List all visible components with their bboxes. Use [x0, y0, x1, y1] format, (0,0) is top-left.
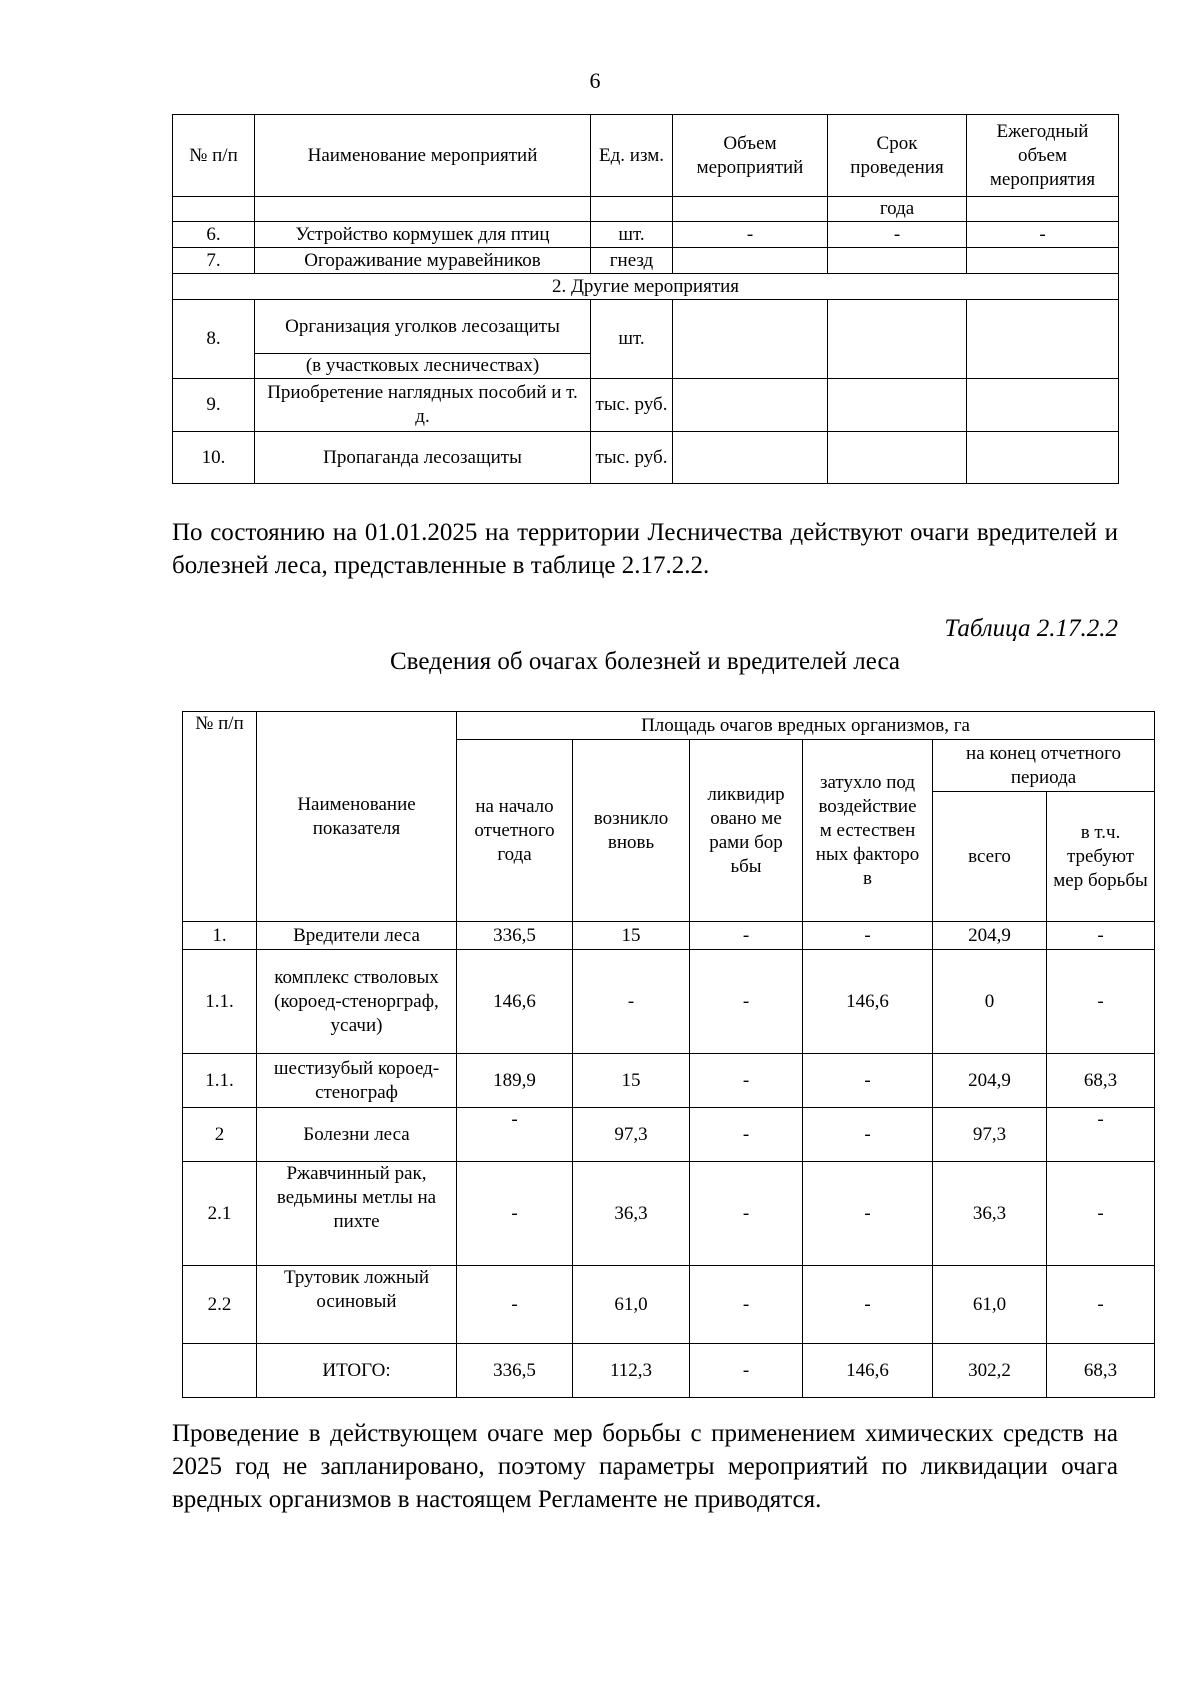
row-start: - — [457, 1108, 573, 1162]
table-row — [173, 248, 1119, 274]
row-term — [828, 248, 967, 274]
row-name: Устройство кормушек для птиц — [255, 222, 591, 248]
row-num: 9. — [173, 379, 255, 432]
row-total: 0 — [933, 950, 1047, 1054]
row-need: - — [1047, 1162, 1155, 1266]
header-num: № п/п — [183, 712, 257, 922]
row-name: Огораживание муравейников — [255, 248, 591, 274]
row-faded: - — [803, 1054, 933, 1108]
row-num: 7. — [173, 248, 255, 274]
row-faded: - — [803, 1162, 933, 1266]
row-faded: - — [803, 1266, 933, 1344]
table-header-row — [173, 115, 1119, 197]
header-need: в т.ч. требуют мер борьбы — [1047, 792, 1155, 922]
row-new: 61,0 — [573, 1266, 690, 1344]
row-annual — [967, 248, 1119, 274]
table-row — [173, 222, 1119, 248]
table-row — [183, 950, 1155, 1054]
header-name: Наименование показателя — [257, 712, 457, 922]
row-unit: тыс. руб. — [591, 379, 673, 432]
table-row — [183, 1162, 1155, 1266]
table-row — [173, 379, 1119, 432]
table-row — [183, 1054, 1155, 1108]
row-name: Трутовик ложный осиновый — [257, 1266, 457, 1344]
row-name: шестизубый короед-стенограф — [257, 1054, 457, 1108]
row-total: 61,0 — [933, 1266, 1047, 1344]
row-faded: 146,6 — [803, 1344, 933, 1398]
header-start: на начало отчетного года — [457, 740, 573, 922]
row-sub: (в участковых лесничествах) — [255, 354, 591, 379]
header-liquidated-text: ликвидировано мерами борьбы — [707, 783, 785, 877]
row-total: 302,2 — [933, 1344, 1047, 1398]
row-unit: шт. — [591, 222, 673, 248]
row-start: - — [457, 1162, 573, 1266]
row-unit: тыс. руб. — [591, 432, 673, 484]
row-name: Вредители леса — [257, 922, 457, 950]
header-faded-text: затухло под воздействием естественных факторов — [815, 771, 920, 889]
row-num: 1.1. — [183, 950, 257, 1054]
row-liquidated: - — [690, 1266, 803, 1344]
row-new: 36,3 — [573, 1162, 690, 1266]
row-num — [183, 1344, 257, 1398]
row-total: 36,3 — [933, 1162, 1047, 1266]
row-term: - — [828, 222, 967, 248]
header-volume: Объем мероприятий — [673, 115, 828, 197]
total-row — [183, 1344, 1155, 1398]
header-liquidated — [690, 740, 803, 922]
table-row — [183, 1108, 1155, 1162]
row-volume — [673, 248, 828, 274]
row-faded: - — [803, 1108, 933, 1162]
term-suffix: года — [828, 197, 967, 222]
paragraph-intro: По состоянию на 01.01.2025 на территории Лесничества действуют очаги вредителей и болезней леса, представленные в таблице 2.17.2.2. — [172, 519, 1118, 579]
row-num: 1. — [183, 922, 257, 950]
row-new: 15 — [573, 922, 690, 950]
row-total: 204,9 — [933, 1054, 1047, 1108]
row-liquidated: - — [690, 950, 803, 1054]
row-start: 336,5 — [457, 1344, 573, 1398]
row-name: Ржавчинный рак, ведьмины метлы на пихте — [257, 1162, 457, 1266]
table-row — [173, 197, 1119, 222]
table-caption-title: Сведения об очагах болезней и вредителей леса — [390, 648, 900, 675]
row-num: 10. — [173, 432, 255, 484]
row-liquidated: - — [690, 922, 803, 950]
row-name: ИТОГО: — [257, 1344, 457, 1398]
row-num: 2.1 — [183, 1162, 257, 1266]
table-row — [173, 300, 1119, 354]
row-new: 112,3 — [573, 1344, 690, 1398]
row-start: - — [457, 1266, 573, 1344]
header-unit: Ед. изм. — [591, 115, 673, 197]
row-unit: шт. — [591, 300, 673, 379]
row-new: 15 — [573, 1054, 690, 1108]
header-end: на конец отчетного периода — [933, 740, 1155, 792]
header-name: Наименование мероприятий — [255, 115, 591, 197]
row-need: - — [1047, 922, 1155, 950]
header-new: возникло вновь — [573, 740, 690, 922]
row-need: 68,3 — [1047, 1344, 1155, 1398]
paragraph-conclusion: Проведение в действующем очаге мер борьбы с применением химических средств на 2025 год не запланировано, поэтому параметры мероприятий по ликвидации очага вредных организмов в настоящем Регламенте не приводятся. — [172, 1420, 1118, 1513]
row-num: 2.2 — [183, 1266, 257, 1344]
row-start: 146,6 — [457, 950, 573, 1054]
table-header-row — [183, 712, 1155, 740]
row-liquidated: - — [690, 1344, 803, 1398]
row-liquidated: - — [690, 1162, 803, 1266]
header-total: всего — [933, 792, 1047, 922]
row-total: 97,3 — [933, 1108, 1047, 1162]
header-area: Площадь очагов вредных организмов, га — [457, 712, 1155, 740]
row-start: 189,9 — [457, 1054, 573, 1108]
row-liquidated: - — [690, 1054, 803, 1108]
table-caption-number: Таблица 2.17.2.2 — [944, 615, 1118, 642]
table-row — [183, 1266, 1155, 1344]
table-row — [173, 432, 1119, 484]
row-name: Болезни леса — [257, 1108, 457, 1162]
row-num: 1.1. — [183, 1054, 257, 1108]
row-num: 8. — [173, 300, 255, 379]
row-need: - — [1047, 1108, 1155, 1162]
row-name: Организация уголков лесозащиты — [255, 300, 591, 354]
header-faded — [803, 740, 933, 922]
header-term: Срок проведения — [828, 115, 967, 197]
row-faded: 146,6 — [803, 950, 933, 1054]
row-need: - — [1047, 950, 1155, 1054]
page-number: 6 — [589, 68, 601, 93]
header-num: № п/п — [173, 115, 255, 197]
row-liquidated: - — [690, 1108, 803, 1162]
row-faded: - — [803, 922, 933, 950]
section-row — [173, 274, 1119, 300]
row-new: 97,3 — [573, 1108, 690, 1162]
measures-table — [172, 114, 1119, 484]
row-total: 204,9 — [933, 922, 1047, 950]
header-annual: Ежегодный объем мероприятия — [967, 115, 1119, 197]
table-row — [183, 922, 1155, 950]
row-unit: гнезд — [591, 248, 673, 274]
row-name: Пропаганда лесозащиты — [255, 432, 591, 484]
row-need: 68,3 — [1047, 1054, 1155, 1108]
row-num: 6. — [173, 222, 255, 248]
row-volume: - — [673, 222, 828, 248]
pest-foci-table — [182, 711, 1155, 1398]
row-name: комплекс стволовых (короед-стенорграф, усачи) — [257, 950, 457, 1054]
row-annual: - — [967, 222, 1119, 248]
row-name: Приобретение наглядных пособий и т. д. — [255, 379, 591, 432]
row-num: 2 — [183, 1108, 257, 1162]
row-start: 336,5 — [457, 922, 573, 950]
section-title: 2. Другие мероприятия — [173, 274, 1119, 300]
row-new: - — [573, 950, 690, 1054]
row-need: - — [1047, 1266, 1155, 1344]
